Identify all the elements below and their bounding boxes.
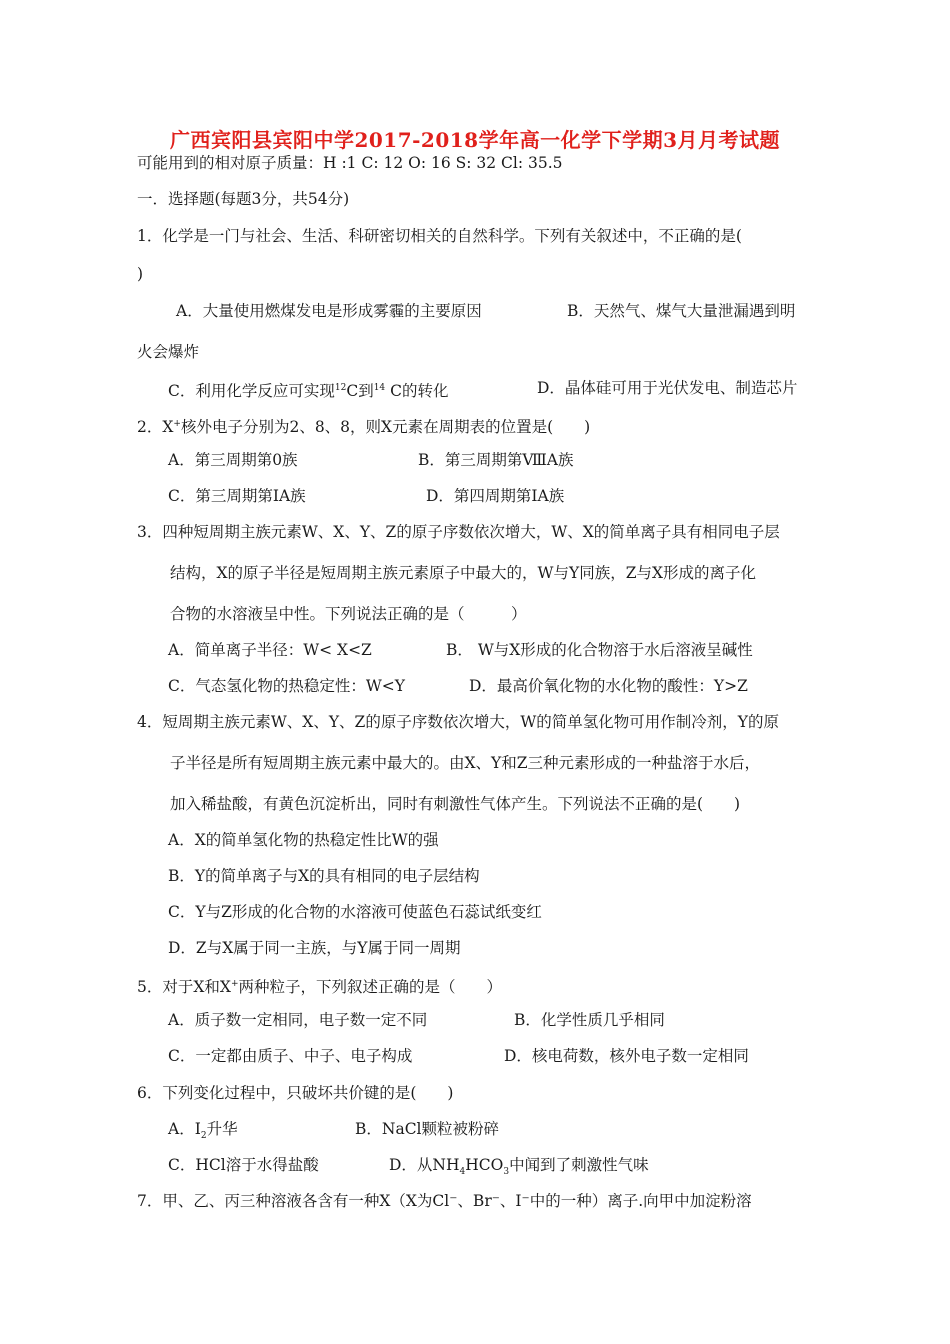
q4-option-a: A．X的简单氢化物的热稳定性比W的强 [168, 831, 439, 849]
q7-stem-line1: 7．甲、乙、丙三种溶液各含有一种X（X为Cl⁻、Br⁻、I⁻中的一种）离子.向甲中加淀粉溶 [137, 1192, 752, 1210]
q3-option-a: A．简单离子半径：W< X<Z [168, 641, 372, 659]
q6-option-c: C．HCl溶于水得盐酸 [168, 1156, 319, 1174]
q5-option-b: B．化学性质几乎相同 [514, 1011, 665, 1029]
q2-option-b: B．第三周期第ⅧA族 [418, 451, 574, 469]
q4-stem-line2: 子半径是所有短周期主族元素中最大的。由X、Y和Z三种元素形成的一种盐溶于水后， [170, 754, 761, 772]
q2-option-d: D．第四周期第ⅠA族 [426, 487, 565, 505]
q1-stem-cont: ) [137, 265, 144, 283]
q3-option-b: B． W与X形成的化合物溶于水后溶液呈碱性 [446, 641, 753, 659]
q6-stem: 6．下列变化过程中，只破坏共价键的是( ) [137, 1084, 454, 1102]
page-title: 广西宾阳县宾阳中学2017-2018学年高一化学下学期3月月考试题 [169, 128, 781, 152]
q3-stem-line1: 3．四种短周期主族元素W、X、Y、Z的原子序数依次增大，W、X的简单离子具有相同电子层 [137, 523, 780, 541]
q2-option-c: C．第三周期第ⅠA族 [168, 487, 306, 505]
q3-stem-line2: 结构，X的原子半径是短周期主族元素原子中最大的，W与Y同族，Z与X形成的离子化 [170, 564, 757, 582]
q1-option-b: B．天然气、煤气大量泄漏遇到明 [567, 302, 796, 320]
q4-option-c: C．Y与Z形成的化合物的水溶液可使蓝色石蕊试纸变红 [168, 903, 542, 921]
q4-option-d: D．Z与X属于同一主族，与Y属于同一周期 [168, 939, 461, 957]
q1-option-c: C．利用化学反应可实现$^{12}$C到$^{14}$ C的转化 [168, 382, 449, 401]
section-heading: 一．选择题(每题3分，共54分) [137, 190, 350, 208]
q5-option-a: A．质子数一定相同，电子数一定不同 [168, 1011, 428, 1029]
q4-option-b: B．Y的简单离子与X的具有相同的电子层结构 [168, 867, 480, 885]
q6-option-b: B．NaCl颗粒被粉碎 [355, 1120, 500, 1138]
q1-option-b-cont: 火会爆炸 [137, 343, 200, 361]
q2-stem: 2．X+核外电子分别为2、8、8，则X元素在周期表的位置是( ) [137, 418, 591, 437]
q1-stem: 1．化学是一门与社会、生活、科研密切相关的自然科学。下列有关叙述中，不正确的是( [137, 227, 742, 245]
q3-option-c: C．气态氢化物的热稳定性：W<Y [168, 677, 406, 695]
q3-option-d: D．最高价氧化物的水化物的酸性：Y>Z [469, 677, 748, 695]
q1-option-d: D．晶体硅可用于光伏发电、制造芯片 [537, 379, 798, 397]
q2-option-a: A．第三周期第0族 [168, 451, 298, 469]
atomic-mass-line: 可能用到的相对原子质量：H :1 C: 12 O: 16 S: 32 Cl: 35.5 [137, 154, 563, 172]
q5-option-d: D．核电荷数，核外电子数一定相同 [504, 1047, 749, 1065]
q1-option-a: A．大量使用燃煤发电是形成雾霾的主要原因 [176, 302, 482, 320]
q6-option-d: D．从$NH_4HCO_3$中闻到了刺激性气味 [389, 1156, 649, 1178]
q3-stem-line3: 合物的水溶液呈中性。下列说法正确的是（ ） [170, 605, 527, 623]
q5-stem: 5．对于X和X+两种粒子，下列叙述正确的是（ ） [137, 978, 502, 997]
q4-stem-line1: 4．短周期主族元素W、X、Y、Z的原子序数依次增大，W的简单氢化物可用作制冷剂，Y的原 [137, 713, 779, 731]
q4-stem-line3: 加入稀盐酸，有黄色沉淀析出，同时有刺激性气体产生。下列说法不正确的是( ) [170, 795, 741, 813]
q6-option-a: A．$I_2$升华 [168, 1120, 238, 1142]
q5-option-c: C．一定都由质子、中子、电子构成 [168, 1047, 413, 1065]
